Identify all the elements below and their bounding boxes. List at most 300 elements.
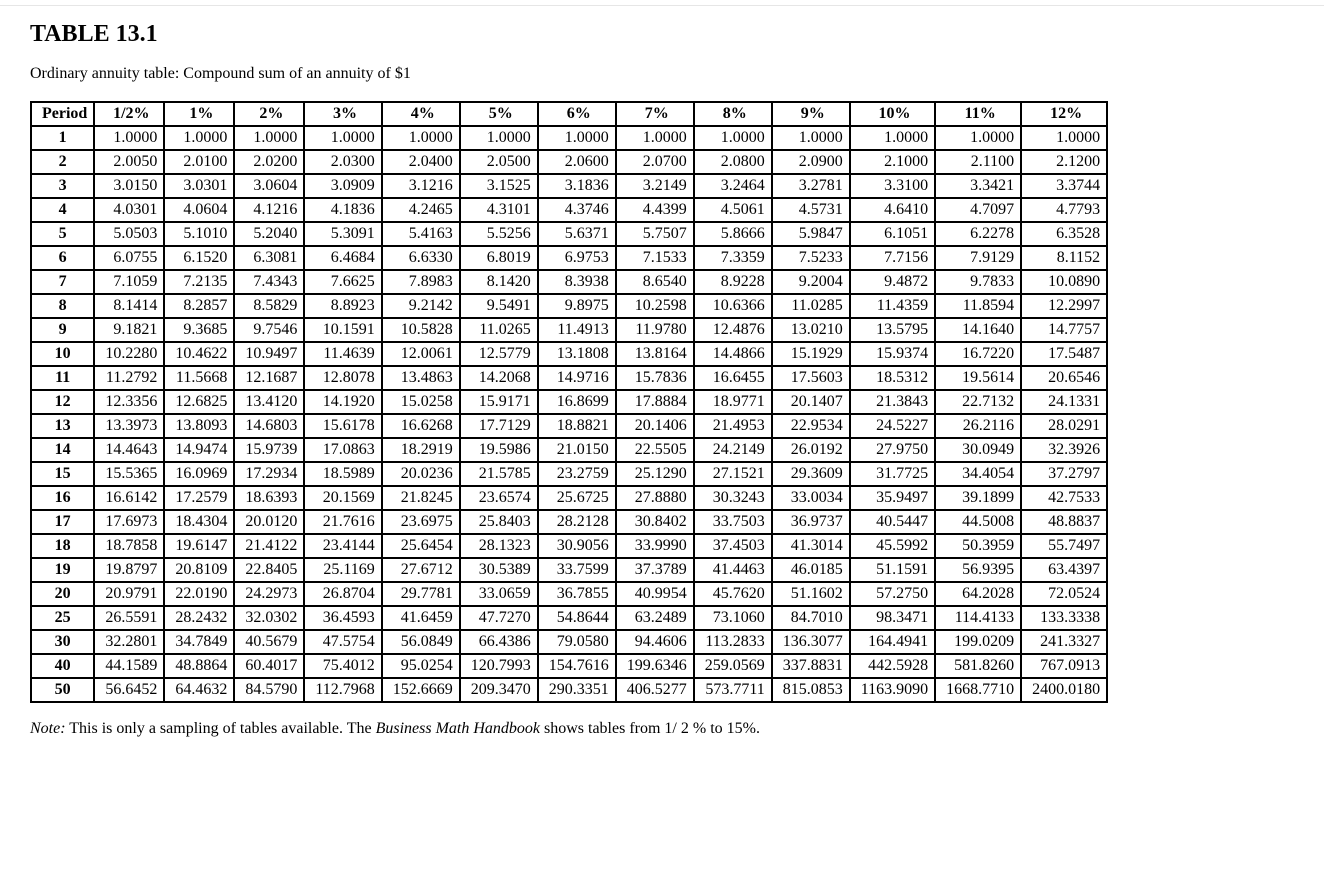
value-cell: 25.6454 (382, 534, 460, 558)
table-row (31, 318, 1107, 342)
value-cell: 50.3959 (935, 534, 1021, 558)
value-cell: 7.3359 (694, 246, 772, 270)
value-cell: 2.0500 (460, 150, 538, 174)
value-cell: 27.1521 (694, 462, 772, 486)
value-cell: 30.5389 (460, 558, 538, 582)
value-cell: 17.0863 (304, 438, 381, 462)
value-cell: 2.1100 (935, 150, 1021, 174)
value-cell: 4.5731 (772, 198, 850, 222)
column-header-rate: 1% (164, 102, 234, 126)
value-cell: 63.4397 (1021, 558, 1107, 582)
value-cell: 40.5447 (850, 510, 935, 534)
value-cell: 6.3081 (234, 246, 304, 270)
table-row (31, 534, 1107, 558)
value-cell: 37.4503 (694, 534, 772, 558)
value-cell: 241.3327 (1021, 630, 1107, 654)
value-cell: 18.5312 (850, 366, 935, 390)
value-cell: 7.7156 (850, 246, 935, 270)
value-cell: 8.2857 (164, 294, 234, 318)
value-cell: 17.2579 (164, 486, 234, 510)
table-row (31, 246, 1107, 270)
value-cell: 20.1569 (304, 486, 381, 510)
value-cell: 2.0400 (382, 150, 460, 174)
value-cell: 7.1533 (616, 246, 694, 270)
value-cell: 114.4133 (935, 606, 1021, 630)
value-cell: 14.9474 (164, 438, 234, 462)
value-cell: 14.2068 (460, 366, 538, 390)
value-cell: 4.7793 (1021, 198, 1107, 222)
value-cell: 1.0000 (935, 126, 1021, 150)
column-header-rate: 1/2% (94, 102, 164, 126)
table-row (31, 390, 1107, 414)
value-cell: 1.0000 (538, 126, 616, 150)
value-cell: 4.5061 (694, 198, 772, 222)
value-cell: 9.2142 (382, 294, 460, 318)
value-cell: 15.0258 (382, 390, 460, 414)
value-cell: 94.4606 (616, 630, 694, 654)
value-cell: 6.1051 (850, 222, 935, 246)
value-cell: 4.7097 (935, 198, 1021, 222)
value-cell: 24.5227 (850, 414, 935, 438)
value-cell: 13.8093 (164, 414, 234, 438)
period-cell: 11 (31, 366, 94, 390)
period-cell: 17 (31, 510, 94, 534)
value-cell: 13.8164 (616, 342, 694, 366)
value-cell: 4.2465 (382, 198, 460, 222)
value-cell: 136.3077 (772, 630, 850, 654)
value-cell: 21.4953 (694, 414, 772, 438)
value-cell: 36.9737 (772, 510, 850, 534)
value-cell: 3.2781 (772, 174, 850, 198)
value-cell: 33.7503 (694, 510, 772, 534)
value-cell: 5.3091 (304, 222, 381, 246)
value-cell: 14.1640 (935, 318, 1021, 342)
value-cell: 22.7132 (935, 390, 1021, 414)
value-cell: 3.0604 (234, 174, 304, 198)
value-cell: 15.6178 (304, 414, 381, 438)
value-cell: 28.1323 (460, 534, 538, 558)
value-cell: 30.3243 (694, 486, 772, 510)
value-cell: 73.1060 (694, 606, 772, 630)
value-cell: 48.8864 (164, 654, 234, 678)
value-cell: 72.0524 (1021, 582, 1107, 606)
value-cell: 8.1414 (94, 294, 164, 318)
value-cell: 33.0034 (772, 486, 850, 510)
table-header-row (31, 102, 1107, 126)
value-cell: 209.3470 (460, 678, 538, 702)
value-cell: 20.1407 (772, 390, 850, 414)
value-cell: 26.5591 (94, 606, 164, 630)
value-cell: 4.3101 (460, 198, 538, 222)
value-cell: 3.3100 (850, 174, 935, 198)
table-row (31, 126, 1107, 150)
period-cell: 8 (31, 294, 94, 318)
value-cell: 2.1200 (1021, 150, 1107, 174)
value-cell: 26.0192 (772, 438, 850, 462)
value-cell: 35.9497 (850, 486, 935, 510)
note-text-after: shows tables from 1/ 2 % to 15%. (540, 720, 760, 737)
value-cell: 20.9791 (94, 582, 164, 606)
value-cell: 16.6455 (694, 366, 772, 390)
value-cell: 30.9056 (538, 534, 616, 558)
period-cell: 7 (31, 270, 94, 294)
value-cell: 10.1591 (304, 318, 381, 342)
value-cell: 9.3685 (164, 318, 234, 342)
table-row (31, 654, 1107, 678)
value-cell: 18.7858 (94, 534, 164, 558)
value-cell: 64.2028 (935, 582, 1021, 606)
value-cell: 41.6459 (382, 606, 460, 630)
value-cell: 7.6625 (304, 270, 381, 294)
value-cell: 11.8594 (935, 294, 1021, 318)
value-cell: 40.9954 (616, 582, 694, 606)
value-cell: 337.8831 (772, 654, 850, 678)
value-cell: 10.9497 (234, 342, 304, 366)
value-cell: 15.9739 (234, 438, 304, 462)
value-cell: 6.3528 (1021, 222, 1107, 246)
value-cell: 11.2792 (94, 366, 164, 390)
value-cell: 37.2797 (1021, 462, 1107, 486)
period-cell: 19 (31, 558, 94, 582)
note-text-before: This is only a sampling of tables available. The (65, 720, 376, 737)
value-cell: 32.2801 (94, 630, 164, 654)
table-note (30, 719, 1108, 739)
column-header-rate: 9% (772, 102, 850, 126)
value-cell: 24.2973 (234, 582, 304, 606)
value-cell: 12.8078 (304, 366, 381, 390)
value-cell: 56.0849 (382, 630, 460, 654)
value-cell: 2.1000 (850, 150, 935, 174)
period-cell: 10 (31, 342, 94, 366)
value-cell: 56.9395 (935, 558, 1021, 582)
column-header-rate: 5% (460, 102, 538, 126)
period-cell: 5 (31, 222, 94, 246)
value-cell: 14.4643 (94, 438, 164, 462)
value-cell: 15.9374 (850, 342, 935, 366)
value-cell: 1.0000 (460, 126, 538, 150)
table-row (31, 606, 1107, 630)
value-cell: 16.6142 (94, 486, 164, 510)
value-cell: 18.6393 (234, 486, 304, 510)
value-cell: 406.5277 (616, 678, 694, 702)
value-cell: 8.1152 (1021, 246, 1107, 270)
value-cell: 26.2116 (935, 414, 1021, 438)
value-cell: 45.5992 (850, 534, 935, 558)
column-header-rate: 3% (304, 102, 381, 126)
value-cell: 47.7270 (460, 606, 538, 630)
value-cell: 5.4163 (382, 222, 460, 246)
value-cell: 41.3014 (772, 534, 850, 558)
value-cell: 5.7507 (616, 222, 694, 246)
value-cell: 47.5754 (304, 630, 381, 654)
column-header-rate: 2% (234, 102, 304, 126)
value-cell: 30.0949 (935, 438, 1021, 462)
table-row (31, 366, 1107, 390)
table-row (31, 558, 1107, 582)
value-cell: 8.9228 (694, 270, 772, 294)
value-cell: 9.5491 (460, 294, 538, 318)
value-cell: 767.0913 (1021, 654, 1107, 678)
value-cell: 24.1331 (1021, 390, 1107, 414)
value-cell: 3.1216 (382, 174, 460, 198)
value-cell: 8.8923 (304, 294, 381, 318)
value-cell: 2400.0180 (1021, 678, 1107, 702)
table-row (31, 510, 1107, 534)
value-cell: 152.6669 (382, 678, 460, 702)
value-cell: 11.0265 (460, 318, 538, 342)
value-cell: 10.2280 (94, 342, 164, 366)
column-header-rate: 6% (538, 102, 616, 126)
value-cell: 15.1929 (772, 342, 850, 366)
value-cell: 20.0236 (382, 462, 460, 486)
value-cell: 3.0909 (304, 174, 381, 198)
value-cell: 6.6330 (382, 246, 460, 270)
value-cell: 48.8837 (1021, 510, 1107, 534)
value-cell: 33.0659 (460, 582, 538, 606)
value-cell: 22.0190 (164, 582, 234, 606)
value-cell: 12.3356 (94, 390, 164, 414)
value-cell: 15.9171 (460, 390, 538, 414)
top-divider (0, 5, 1324, 6)
value-cell: 5.5256 (460, 222, 538, 246)
value-cell: 164.4941 (850, 630, 935, 654)
value-cell: 37.3789 (616, 558, 694, 582)
value-cell: 12.4876 (694, 318, 772, 342)
value-cell: 98.3471 (850, 606, 935, 630)
value-cell: 18.9771 (694, 390, 772, 414)
value-cell: 15.5365 (94, 462, 164, 486)
value-cell: 25.1290 (616, 462, 694, 486)
period-cell: 2 (31, 150, 94, 174)
value-cell: 57.2750 (850, 582, 935, 606)
value-cell: 21.5785 (460, 462, 538, 486)
value-cell: 18.5989 (304, 462, 381, 486)
value-cell: 33.9990 (616, 534, 694, 558)
value-cell: 6.1520 (164, 246, 234, 270)
value-cell: 27.8880 (616, 486, 694, 510)
value-cell: 9.8975 (538, 294, 616, 318)
value-cell: 4.4399 (616, 198, 694, 222)
value-cell: 1.0000 (1021, 126, 1107, 150)
value-cell: 4.1216 (234, 198, 304, 222)
value-cell: 11.0285 (772, 294, 850, 318)
value-cell: 10.5828 (382, 318, 460, 342)
value-cell: 199.0209 (935, 630, 1021, 654)
period-cell: 13 (31, 414, 94, 438)
value-cell: 12.1687 (234, 366, 304, 390)
value-cell: 22.9534 (772, 414, 850, 438)
value-cell: 2.0600 (538, 150, 616, 174)
value-cell: 84.7010 (772, 606, 850, 630)
value-cell: 3.1836 (538, 174, 616, 198)
value-cell: 30.8402 (616, 510, 694, 534)
table-body (31, 126, 1107, 702)
value-cell: 33.7599 (538, 558, 616, 582)
value-cell: 25.8403 (460, 510, 538, 534)
value-cell: 7.8983 (382, 270, 460, 294)
value-cell: 55.7497 (1021, 534, 1107, 558)
value-cell: 8.6540 (616, 270, 694, 294)
period-cell: 20 (31, 582, 94, 606)
value-cell: 7.4343 (234, 270, 304, 294)
value-cell: 9.4872 (850, 270, 935, 294)
value-cell: 10.0890 (1021, 270, 1107, 294)
value-cell: 9.7833 (935, 270, 1021, 294)
value-cell: 44.5008 (935, 510, 1021, 534)
value-cell: 21.0150 (538, 438, 616, 462)
value-cell: 14.6803 (234, 414, 304, 438)
value-cell: 13.4120 (234, 390, 304, 414)
value-cell: 11.9780 (616, 318, 694, 342)
value-cell: 19.8797 (94, 558, 164, 582)
value-cell: 14.9716 (538, 366, 616, 390)
value-cell: 2.0700 (616, 150, 694, 174)
value-cell: 133.3338 (1021, 606, 1107, 630)
table-row (31, 630, 1107, 654)
value-cell: 21.7616 (304, 510, 381, 534)
table-row (31, 294, 1107, 318)
value-cell: 17.2934 (234, 462, 304, 486)
value-cell: 2.0900 (772, 150, 850, 174)
value-cell: 23.4144 (304, 534, 381, 558)
value-cell: 22.8405 (234, 558, 304, 582)
value-cell: 32.0302 (234, 606, 304, 630)
value-cell: 1.0000 (304, 126, 381, 150)
value-cell: 17.6973 (94, 510, 164, 534)
value-cell: 11.5668 (164, 366, 234, 390)
value-cell: 22.5505 (616, 438, 694, 462)
table-row (31, 342, 1107, 366)
value-cell: 16.8699 (538, 390, 616, 414)
value-cell: 4.1836 (304, 198, 381, 222)
period-cell: 40 (31, 654, 94, 678)
value-cell: 3.3744 (1021, 174, 1107, 198)
value-cell: 64.4632 (164, 678, 234, 702)
value-cell: 19.5614 (935, 366, 1021, 390)
value-cell: 34.7849 (164, 630, 234, 654)
value-cell: 21.3843 (850, 390, 935, 414)
value-cell: 815.0853 (772, 678, 850, 702)
value-cell: 66.4386 (460, 630, 538, 654)
table-row (31, 150, 1107, 174)
value-cell: 4.6410 (850, 198, 935, 222)
value-cell: 112.7968 (304, 678, 381, 702)
value-cell: 42.7533 (1021, 486, 1107, 510)
column-header-rate: 12% (1021, 102, 1107, 126)
value-cell: 8.1420 (460, 270, 538, 294)
value-cell: 5.6371 (538, 222, 616, 246)
value-cell: 27.6712 (382, 558, 460, 582)
value-cell: 154.7616 (538, 654, 616, 678)
column-header-rate: 8% (694, 102, 772, 126)
value-cell: 12.2997 (1021, 294, 1107, 318)
value-cell: 21.8245 (382, 486, 460, 510)
table-row (31, 198, 1107, 222)
value-cell: 10.4622 (164, 342, 234, 366)
note-book-title: Business Math Handbook (375, 720, 540, 737)
value-cell: 2.0100 (164, 150, 234, 174)
value-cell: 6.9753 (538, 246, 616, 270)
value-cell: 3.2149 (616, 174, 694, 198)
value-cell: 23.6975 (382, 510, 460, 534)
period-cell: 6 (31, 246, 94, 270)
value-cell: 60.4017 (234, 654, 304, 678)
value-cell: 10.6366 (694, 294, 772, 318)
period-cell: 15 (31, 462, 94, 486)
value-cell: 84.5790 (234, 678, 304, 702)
value-cell: 10.2598 (616, 294, 694, 318)
period-cell: 16 (31, 486, 94, 510)
value-cell: 3.1525 (460, 174, 538, 198)
value-cell: 4.0301 (94, 198, 164, 222)
value-cell: 18.2919 (382, 438, 460, 462)
value-cell: 26.8704 (304, 582, 381, 606)
value-cell: 8.3938 (538, 270, 616, 294)
value-cell: 113.2833 (694, 630, 772, 654)
value-cell: 3.3421 (935, 174, 1021, 198)
value-cell: 14.4866 (694, 342, 772, 366)
value-cell: 12.5779 (460, 342, 538, 366)
value-cell: 79.0580 (538, 630, 616, 654)
value-cell: 1.0000 (234, 126, 304, 150)
value-cell: 1.0000 (772, 126, 850, 150)
column-header-rate: 7% (616, 102, 694, 126)
period-cell: 25 (31, 606, 94, 630)
value-cell: 21.4122 (234, 534, 304, 558)
value-cell: 1.0000 (694, 126, 772, 150)
value-cell: 20.6546 (1021, 366, 1107, 390)
table-row (31, 678, 1107, 702)
value-cell: 6.4684 (304, 246, 381, 270)
column-header-period: Period (31, 102, 94, 126)
value-cell: 23.2759 (538, 462, 616, 486)
period-cell: 50 (31, 678, 94, 702)
value-cell: 13.0210 (772, 318, 850, 342)
column-header-rate: 4% (382, 102, 460, 126)
value-cell: 15.7836 (616, 366, 694, 390)
value-cell: 2.0800 (694, 150, 772, 174)
value-cell: 34.4054 (935, 462, 1021, 486)
value-cell: 18.4304 (164, 510, 234, 534)
period-cell: 3 (31, 174, 94, 198)
value-cell: 14.7757 (1021, 318, 1107, 342)
value-cell: 442.5928 (850, 654, 935, 678)
value-cell: 28.2128 (538, 510, 616, 534)
value-cell: 29.7781 (382, 582, 460, 606)
value-cell: 1.0000 (616, 126, 694, 150)
value-cell: 3.0301 (164, 174, 234, 198)
table-row (31, 270, 1107, 294)
value-cell: 16.6268 (382, 414, 460, 438)
period-cell: 4 (31, 198, 94, 222)
value-cell: 56.6452 (94, 678, 164, 702)
value-cell: 7.5233 (772, 246, 850, 270)
value-cell: 46.0185 (772, 558, 850, 582)
period-cell: 30 (31, 630, 94, 654)
value-cell: 16.0969 (164, 462, 234, 486)
table-row (31, 438, 1107, 462)
value-cell: 45.7620 (694, 582, 772, 606)
value-cell: 9.7546 (234, 318, 304, 342)
value-cell: 63.2489 (616, 606, 694, 630)
value-cell: 51.1591 (850, 558, 935, 582)
value-cell: 51.1602 (772, 582, 850, 606)
value-cell: 581.8260 (935, 654, 1021, 678)
value-cell: 259.0569 (694, 654, 772, 678)
value-cell: 8.5829 (234, 294, 304, 318)
value-cell: 27.9750 (850, 438, 935, 462)
table-subtitle: Ordinary annuity table: Compound sum of an annuity of $1 (30, 65, 411, 82)
